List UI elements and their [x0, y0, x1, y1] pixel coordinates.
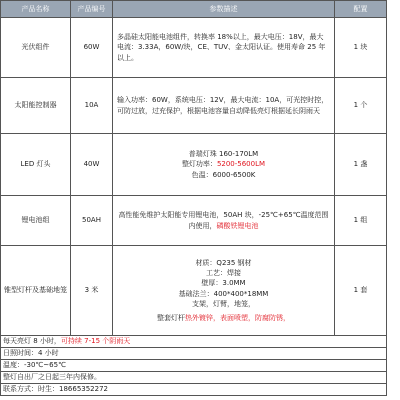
param-line: [117, 159, 330, 169]
cell-config: 1 盏: [335, 134, 387, 196]
table-row-battery: [1, 196, 387, 246]
cell-code: 50AH: [71, 196, 113, 246]
cell-config: 1 个: [335, 78, 387, 134]
param-line: 材质：Q235 钢材: [195, 259, 252, 268]
header-product-name: 产品名称: [1, 1, 71, 18]
note-row: [1, 360, 387, 372]
cell-config: 1 块: [335, 18, 387, 78]
table-row-solar-panel: [1, 18, 387, 78]
note-row: [1, 372, 387, 384]
note-cell: [1, 372, 387, 384]
note-row: [1, 384, 387, 396]
note-cell: [1, 384, 387, 396]
header-params: 参数描述: [113, 1, 335, 18]
param-line: 普瑞灯珠 160-170LM: [188, 150, 259, 159]
table-header-row: [1, 1, 387, 18]
header-product-code: 产品编号: [71, 1, 113, 18]
table-row-pole: [1, 246, 387, 336]
cell-name: 太阳能控制器: [1, 78, 71, 134]
note-text: 日照时间：4 小时: [3, 348, 59, 357]
header-config: 配置: [335, 1, 387, 18]
note-highlight: 可持续 7-15 个阴雨天: [60, 336, 131, 345]
cell-code: 3 米: [71, 246, 113, 336]
cell-name: 锥型灯杆及基础地笼: [1, 246, 71, 336]
cell-name: 锂电池组: [1, 196, 71, 246]
note-text: 每天亮灯 8 小时，: [3, 336, 61, 345]
param-line: 高性能免维护太阳能专用锂电池，50AH 块，-25℃+65℃温度范围内使用，: [118, 211, 329, 230]
note-row: [1, 336, 387, 348]
note-cell: [1, 336, 387, 348]
cell-code: 60W: [71, 18, 113, 78]
param-highlight: 磷酸铁锂电池: [216, 221, 259, 230]
param-line: 壁厚：3.0MM: [201, 279, 246, 288]
param-highlight: 5200-5600LM: [216, 160, 266, 169]
cell-params: [113, 196, 335, 246]
note-row: [1, 348, 387, 360]
param-highlight: 热外镀锌，表面喷塑，防腐防锈，: [185, 313, 290, 322]
cell-code: 40W: [71, 134, 113, 196]
cell-config: 1 套: [335, 246, 387, 336]
note-cell: [1, 360, 387, 372]
param-line: 输入功率：60W，系统电压：12V，最大电流：10A，可光控时控，可防过放，过充保护，根据电池容量自动降低亮灯根据延长阴雨天: [117, 96, 329, 115]
table-row-controller: [1, 78, 387, 134]
note-text: 温度：-30℃~65℃: [3, 360, 66, 369]
cell-config: 1 组: [335, 196, 387, 246]
param-line: 色温：6000-6500K: [191, 170, 256, 179]
param-line: [117, 313, 330, 323]
cell-params: [113, 246, 335, 336]
cell-params: [113, 18, 335, 78]
param-line: 支架，灯臂，地笼，: [192, 299, 255, 308]
param-line: 工艺：焊接: [206, 269, 241, 278]
note-text: 联系方式：时生：18665352272: [3, 384, 108, 393]
cell-params: [113, 134, 335, 196]
param-line: 基础法兰：400*400*18MM: [178, 289, 269, 298]
note-cell: [1, 348, 387, 360]
cell-name: LED 灯头: [1, 134, 71, 196]
cell-code: 10A: [71, 78, 113, 134]
param-prefix: 整灯功率：: [181, 160, 217, 169]
param-line: 多晶硅太阳能电池组件，转换率 18%以上，最大电压：18V，最大电流：3.33A，60W/块，CE、TUV、金太阳认证。使用寿命 25 年以上。: [117, 33, 326, 62]
cell-name: 光伏组件: [1, 18, 71, 78]
cell-params: [113, 78, 335, 134]
note-text: 整灯自出厂之日起三年内保修。: [3, 372, 101, 381]
param-prefix: 整套灯杆: [157, 313, 185, 322]
table-row-led-head: [1, 134, 387, 196]
